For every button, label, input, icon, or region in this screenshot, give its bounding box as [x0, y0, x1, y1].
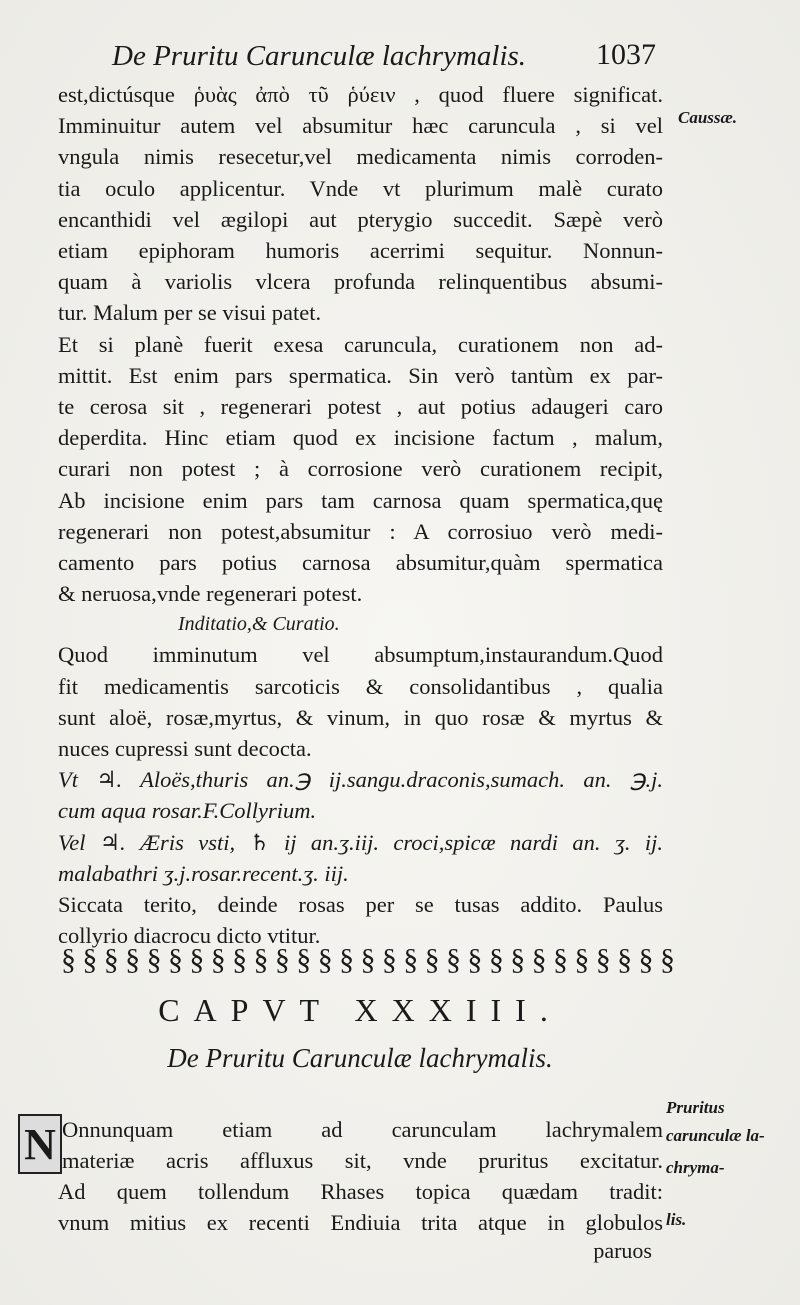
text-line: nuces cupressi sunt decocta. [58, 736, 312, 762]
text-line: est,dictúsque ῥυὰς ἀπὸ τῦ ῥύειν , quod fluere significat. [58, 82, 663, 107]
ornament-glyph: § [381, 943, 397, 976]
main-text [58, 79, 663, 951]
section-subheading: Inditatio,& Curatio. [178, 613, 340, 636]
ornament-glyph: § [103, 943, 119, 976]
ornament-glyph: § [617, 943, 633, 976]
text-line: fit medicamentis sarcoticis & consolidantibus , qualia [58, 673, 663, 699]
text-line: te cerosa sit , regenerari potest , aut potius adaugeri caro [58, 394, 663, 420]
chapter-subtitle: De Pruritu Carunculæ lachrymalis. [167, 1043, 553, 1073]
text-line: vngula nimis resecetur,vel medicamenta nimis corroden- [58, 144, 663, 170]
text-line: curari non potest ; à corrosione verò curationem recipit, [58, 456, 663, 482]
text-line: vnum mitius ex recenti Endiuia trita atque in globulos [58, 1210, 663, 1235]
ornament-glyph: § [552, 943, 568, 976]
ornament-glyph: § [360, 943, 376, 976]
text-line: & neruosa,vnde regenerari potest. [58, 581, 363, 607]
text-line: tur. Malum per se visui patet. [58, 300, 322, 326]
running-title: De Pruritu Carunculæ lachrymalis. [112, 40, 527, 72]
text-line: quam à variolis vlcera profunda relinquentibus absumi- [58, 269, 663, 295]
recipe-line: Vel ♃. Æris vsti, ♄ ij an.ʒ.iij. croci,spicæ nardi an. ʒ. ij. [58, 829, 663, 855]
recipe-line: malabathri ʒ.j.rosar.recent.ʒ. iij. [58, 860, 349, 886]
text-line: Siccata terito, deinde rosas per se tusas addito. Paulus [58, 892, 663, 918]
ornament-glyph: § [510, 943, 526, 976]
ornament-glyph: § [574, 943, 590, 976]
ornament-glyph: § [232, 943, 248, 976]
ornament-glyph: § [446, 943, 462, 976]
catchword: paruos [593, 1238, 652, 1263]
text-line: deperdita. Hinc etiam quod ex incisione factum , malum, [58, 425, 663, 451]
text-line: regenerari non potest,absumitur : A corrosiuo verò medi- [58, 518, 663, 544]
recipe-line: cum aqua rosar.F.Collyrium. [58, 798, 317, 824]
ornament-glyph: § [146, 943, 162, 976]
ornament-glyph: § [638, 943, 654, 976]
text-line: tia oculo applicentur. Vnde vt plurimum malè curato [58, 175, 663, 201]
margin-note-causa: Caussæ. [678, 108, 738, 127]
text-line: materiæ acris affluxus sit, vnde pruritus excitatur. [62, 1148, 663, 1173]
recipe-line: Vt ♃. Aloës,thuris an.℈ ij.sangu.draconis,sumach. an. ℈.j. [58, 767, 663, 793]
ornament-glyph: § [424, 943, 440, 976]
chapter-title: CAPVT XXXIII. [158, 992, 562, 1028]
chapter-text [18, 1114, 663, 1238]
ornament-glyph: § [61, 943, 76, 976]
ornament-glyph: § [488, 943, 504, 976]
ornament-glyph: § [253, 943, 269, 976]
text-line: Et si planè fuerit exesa caruncula, curationem non ad- [58, 331, 663, 357]
text-line: Imminuitur autem vel absumitur hæc caruncula , si vel [58, 113, 663, 139]
page-number: 1037 [596, 38, 656, 71]
ornament-glyph: § [167, 943, 183, 976]
ornament-glyph: § [189, 943, 205, 976]
margin-note-line: carunculæ la- [666, 1126, 765, 1145]
text-line: Ad quem tollendum Rhases topica quædam tradit: [58, 1179, 663, 1204]
ornament-glyph: § [531, 943, 547, 976]
margin-note-line: lis. [666, 1210, 687, 1229]
text-line: collyrio diacrocu dicto vtitur. [58, 923, 321, 949]
ornament-glyph: § [595, 943, 611, 976]
text-line: etiam epiphoram humoris acerrimi sequitur. Nonnun- [58, 238, 663, 264]
ornament-glyph: § [210, 943, 226, 976]
text-line: Quod imminutum vel absumptum,instaurandum.Quod [58, 642, 663, 668]
text-line: Onnunquam etiam ad carunculam lachrymalem [62, 1117, 663, 1142]
ornament-divider [58, 938, 678, 982]
ornament-glyph: § [125, 943, 141, 976]
ornament-glyph: § [467, 943, 483, 976]
margin-note-line: chryma- [666, 1158, 725, 1177]
text-line: encanthidi vel ægilopi aut pterygio succedit. Sæpè verò [58, 206, 663, 232]
drop-cap: N [18, 1114, 62, 1174]
ornament-glyph: § [659, 943, 675, 976]
ornament-glyph: § [403, 943, 419, 976]
margin-note-line: Pruritus [666, 1098, 725, 1117]
ornament-glyph: § [274, 943, 290, 976]
page-header [100, 36, 660, 80]
text-line: camento pars potius carnosa absumitur,quàm spermatica [58, 550, 663, 576]
text-line: mittit. Est enim pars spermatica. Sin verò tantùm ex par- [58, 362, 663, 388]
ornament-glyph: § [339, 943, 355, 976]
ornament-glyph: § [296, 943, 312, 976]
text-line: sunt aloë, rosæ,myrtus, & vinum, in quo rosæ & myrtus & [58, 704, 663, 730]
text-line: Ab incisione enim pars tam carnosa quam spermatica,quę [58, 487, 663, 513]
ornament-glyph: § [317, 943, 333, 976]
ornament-glyph: § [82, 943, 98, 976]
